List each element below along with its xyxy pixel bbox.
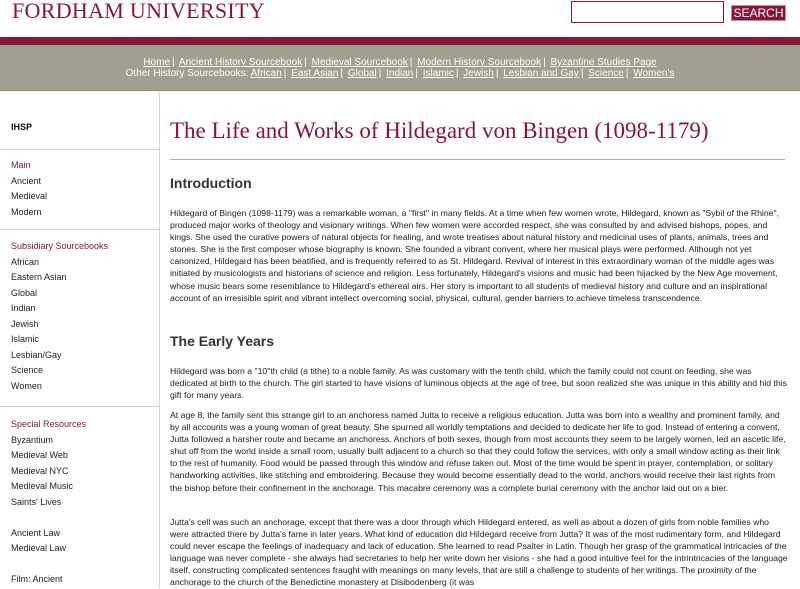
brand-band bbox=[0, 37, 800, 45]
sidebar-item-eastern-asian[interactable]: Eastern Asian bbox=[11, 272, 67, 282]
nav-separator: | bbox=[378, 68, 382, 79]
nav-link-home[interactable]: Home bbox=[143, 57, 170, 68]
nav-separator: | bbox=[543, 57, 546, 68]
nav-link-islamic[interactable]: Islamic bbox=[422, 68, 454, 79]
nav-separator: | bbox=[409, 57, 413, 68]
university-logo[interactable]: FORDHAM UNIVERSITY bbox=[12, 0, 265, 23]
sidebar-item-science[interactable]: Science bbox=[11, 365, 44, 375]
sidebar-title[interactable]: IHSP bbox=[11, 122, 33, 132]
nav-link-indian[interactable]: Indian bbox=[386, 68, 414, 79]
nav-link-african[interactable]: African bbox=[250, 68, 282, 79]
nav-link-byzantine-studies[interactable]: Byzantine Studies Page bbox=[550, 57, 657, 68]
sidebar-item-saints-lives[interactable]: Saints' Lives bbox=[11, 496, 62, 507]
sidebar-item-ancient[interactable]: Ancient bbox=[11, 175, 42, 186]
sidebar-heading-main[interactable]: Main bbox=[11, 160, 31, 170]
sidebar-divider bbox=[0, 406, 159, 407]
nav-other-prefix: Other History Sourcebooks: bbox=[125, 68, 249, 79]
section-heading-early-years: The Early Years bbox=[170, 333, 275, 349]
sidebar-spacer bbox=[11, 510, 86, 526]
sidebar-heading-subsidiary: Subsidiary Sourcebooks bbox=[11, 241, 109, 251]
nav-line-other bbox=[0, 68, 800, 80]
section-heading-introduction: Introduction bbox=[170, 175, 252, 191]
paragraph: Hildegard of Bingen (1098-1179) was a remarkable woman, a "first" in many fields. At a time when few women wrote, Hildegard, known as "Sybil of the Rhine", produced major works of theology and visionary writings. When few women were accorded respect, she was consulted by and advised bishops, popes, and kings. She used the curative powers of natural objects for healing, and wrote treatises about natural history and medicinal uses of plants, animals, trees and stones. She is the first composer whose biography is known. She founded a vibrant convent, where her musical plays were performed. Although not yet canonized, Hildegard has been beatified, and is frequently referred to as St. Hildegard. Revival of interest in this extraordinary woman of the middle ages was initiated by musicologists and historians of science and religion. Less fortunately, Hildegard's visions and music had been hijacked by the New Age movement, whose music bears some resemblance to Hildegard's ethereal airs. Her story is important to all students of medieval history and culture and an inspirational account of an irresisible spirit and vibrant intellect overcoming social, physical, cultural, gender barriers to achieve timeless transcendence. bbox=[170, 208, 780, 303]
sidebar-item-medieval-music[interactable]: Medieval Music bbox=[11, 481, 74, 491]
paragraph: Jutta's cell was such an anchorage, except that there was a door through which Hildegard entered, as well as about a dozen of girls from noble families who were attracted there by Jutta's fame in later years. What kind of education did Hildegard receive from Jutta? It was of the most rudimentary form, and Hildegard could never escape the feelings of inadequacy and lack of education. She learned to read Psalter in Latin. Though her grasp of the grammatical intricacies of the language was never complete - she always had secretaries to help her write down her visions - she had a good intuitive feel for the intrintricacies of the language itself, constructing complicated sentences fraught with meanings on many levels, that are still a challenge to students of her writings. The proximity of the anchorage to the church of the Benedictine monastery at Disibodenberg (it was bbox=[170, 517, 788, 588]
sidebar-item-ancient-law[interactable]: Ancient Law bbox=[11, 527, 61, 538]
nav-link-modern-sourcebook[interactable]: Modern History Sourcebook bbox=[417, 57, 542, 68]
sidebar-item-global[interactable]: Global bbox=[11, 287, 38, 298]
top-header bbox=[0, 0, 800, 37]
sidebar-heading-special: Special Resources bbox=[11, 419, 87, 429]
nav-link-ancient-sourcebook[interactable]: Ancient History Sourcebook bbox=[178, 57, 303, 68]
nav-separator: | bbox=[415, 68, 418, 79]
nav-separator: | bbox=[580, 68, 584, 79]
nav-separator: | bbox=[304, 57, 307, 68]
search-button[interactable]: SEARCH bbox=[731, 5, 786, 21]
sidebar-group-special bbox=[11, 417, 86, 588]
nav-separator: | bbox=[171, 57, 175, 68]
sidebar-item-medieval[interactable]: Medieval bbox=[11, 191, 48, 201]
nav-separator: | bbox=[340, 68, 344, 79]
paragraph: At age 8, the family sent this strange girl to an anchoress named Jutta to receive a religious education. Jutta was born into a wealthy and prominent family, and by all accounts was a young woman of great beauty. She spurned all worldly temptations and decided to dedicate her life to god. Instead of entering a convent, Jutta followed a harsher route and became an anchoress. Anchors of both sexes, though from most accounts they seem to be largely women, led an ascetic life, shut off from the world inside a small room, usually built adjacent to a church so that they could follow the services, with only a small window acting as their link to the rest of humanity. Food would be passed through this window and refuse taken out. Most of the time would be spent in prayer, contemplation, or solitary handworking activities, like stitching and embroidering. Because they would become essentially dead to the world, anchors would receive their last rights from the bishop before their confinement in the anchorage. This macabre ceremony was a complete burial ceremony with the anchor laid out on a bier. bbox=[170, 410, 786, 493]
nav-link-science[interactable]: Science bbox=[588, 68, 624, 79]
title-divider bbox=[170, 159, 785, 160]
sourcebook-nav bbox=[0, 45, 800, 91]
sidebar-item-byzantium[interactable]: Byzantium bbox=[11, 434, 54, 445]
nav-link-global[interactable]: Global bbox=[347, 68, 377, 79]
sidebar-item-medieval-law[interactable]: Medieval Law bbox=[11, 543, 67, 553]
nav-link-lesbian-gay[interactable]: Lesbian and Gay bbox=[503, 68, 579, 79]
nav-link-jewish[interactable]: Jewish bbox=[463, 68, 494, 79]
sidebar-item-indian[interactable]: Indian bbox=[11, 303, 36, 313]
sidebar-spacer bbox=[11, 557, 86, 573]
page-title: The Life and Works of Hildegard von Bingen (1098-1179) bbox=[170, 118, 709, 143]
sidebar-divider bbox=[0, 229, 159, 230]
search-input[interactable] bbox=[571, 1, 724, 23]
sidebar-item-lesbian-gay[interactable]: Lesbian/Gay bbox=[11, 349, 62, 360]
sidebar-item-film-ancient[interactable]: Film: Ancient bbox=[11, 574, 63, 584]
sidebar-item-medieval-web[interactable]: Medieval Web bbox=[11, 450, 68, 460]
sidebar-item-jewish[interactable]: Jewish bbox=[11, 318, 39, 329]
sidebar bbox=[0, 91, 160, 588]
sidebar-group-subsidiary bbox=[11, 239, 108, 394]
nav-separator: | bbox=[283, 68, 287, 79]
nav-link-womens[interactable]: Women's bbox=[633, 68, 675, 79]
sidebar-item-women[interactable]: Women bbox=[11, 380, 42, 391]
nav-separator: | bbox=[625, 68, 629, 79]
nav-link-east-asian[interactable]: East Asian bbox=[291, 68, 339, 79]
sidebar-item-islamic[interactable]: Islamic bbox=[11, 334, 40, 344]
nav-link-medieval-sourcebook[interactable]: Medieval Sourcebook bbox=[311, 57, 408, 68]
paragraph: Hildegard was born a "10"th child (a tithe) to a noble family. As was customary with the tenth child, which the family could not count on feeding, she was dedicated at birth to the church. The girl started to have visions of luminous objects at the age of tree, but soon realized she was unique in this ability and hid this gift for many years. bbox=[170, 366, 788, 401]
sidebar-group-main bbox=[11, 158, 47, 220]
sidebar-item-medieval-nyc[interactable]: Medieval NYC bbox=[11, 465, 69, 476]
sidebar-item-african[interactable]: African bbox=[11, 256, 40, 267]
sidebar-item-modern[interactable]: Modern bbox=[11, 206, 42, 217]
sidebar-divider bbox=[0, 149, 159, 150]
nav-separator: | bbox=[455, 68, 459, 79]
nav-separator: | bbox=[495, 68, 499, 79]
